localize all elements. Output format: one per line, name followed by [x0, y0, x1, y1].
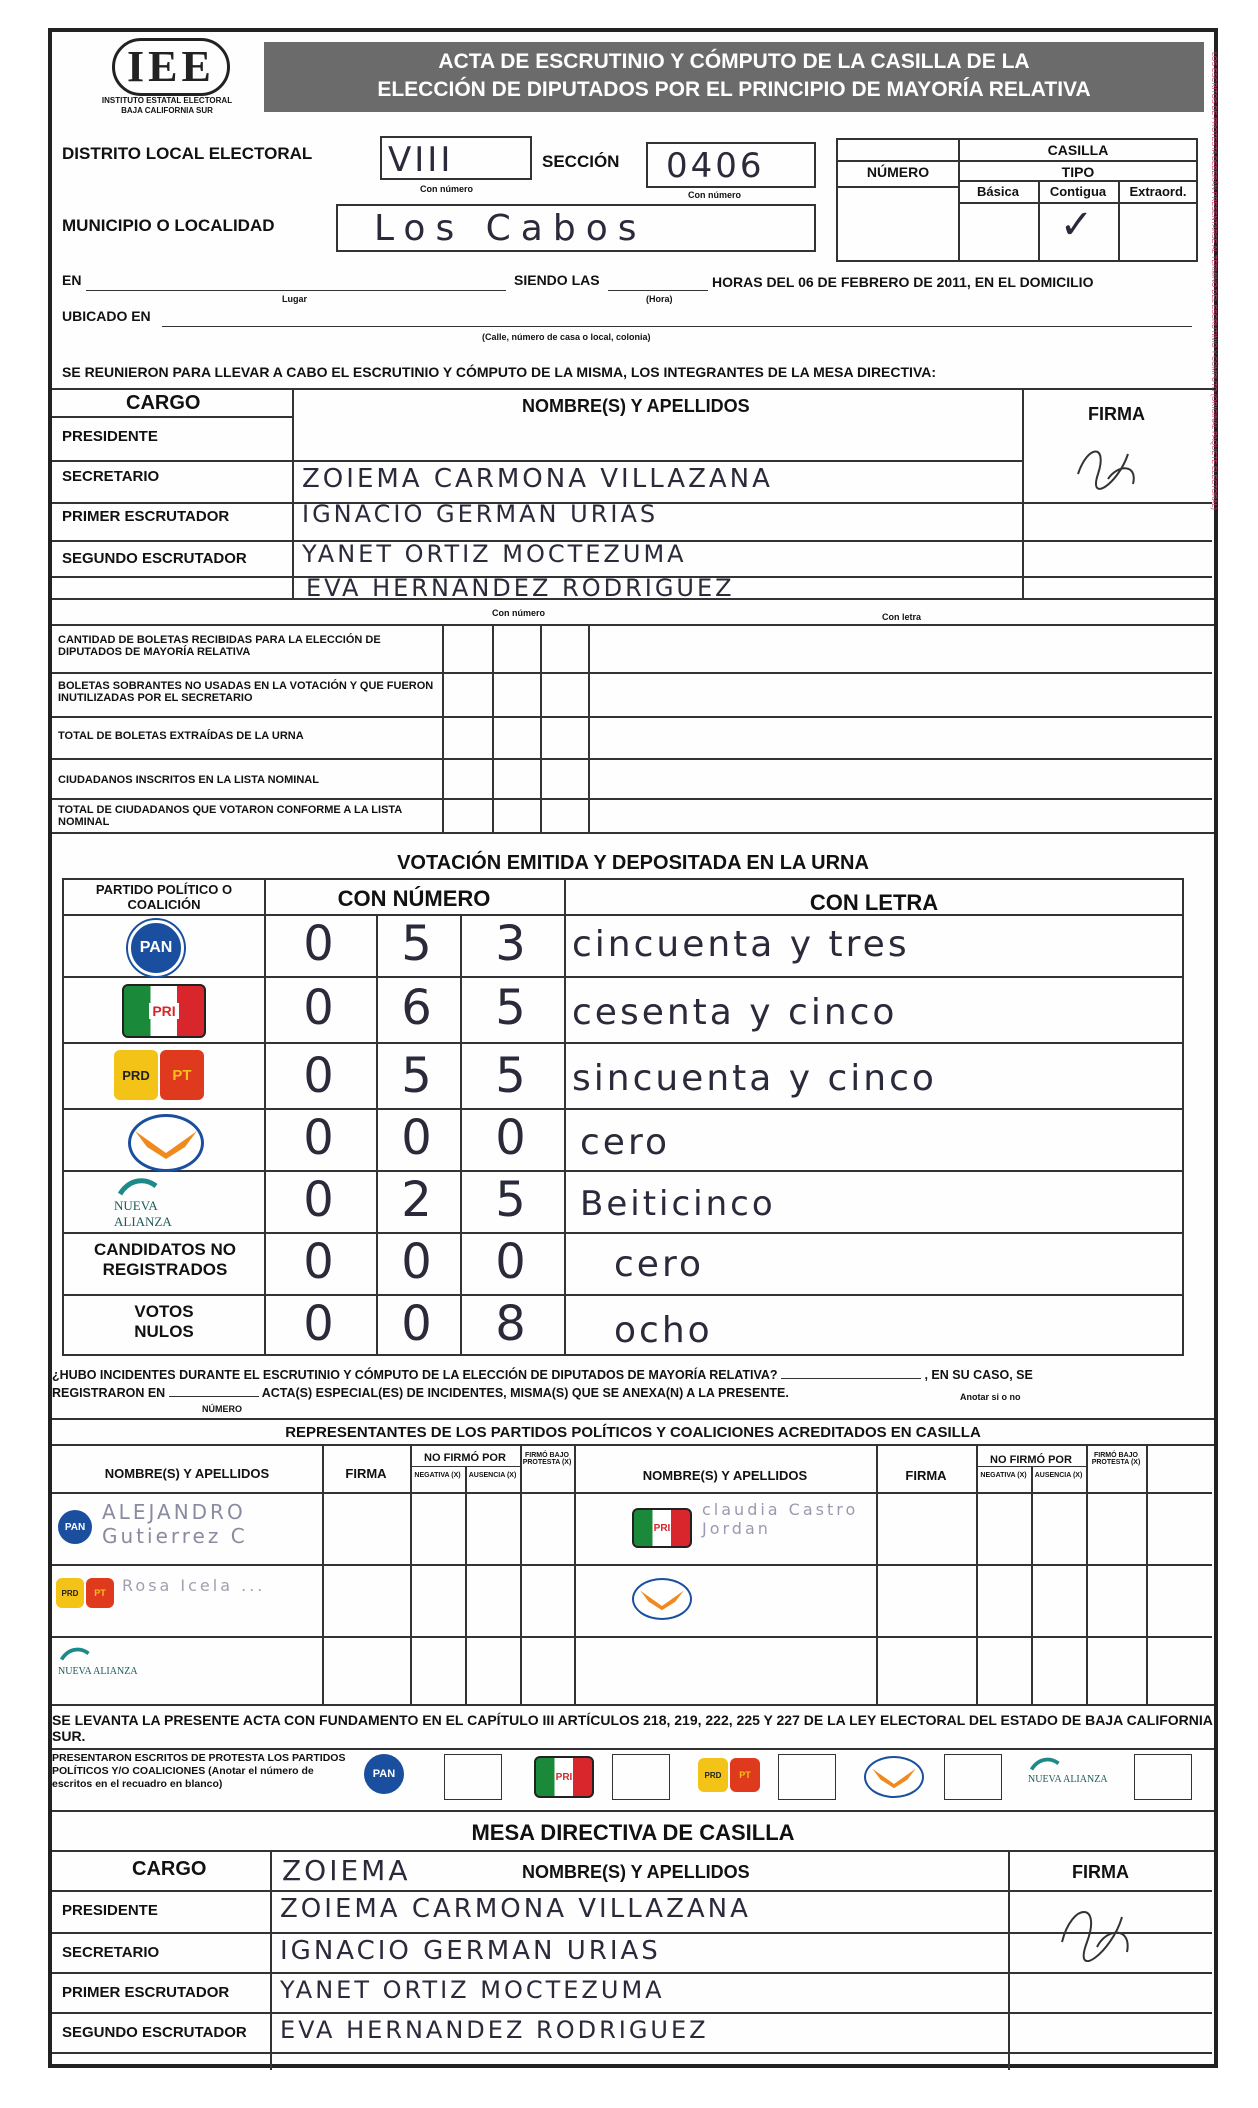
rep-nombre-header-left: NOMBRE(S) Y APELLIDOS	[104, 1466, 270, 1481]
boletas-row-4: TOTAL DE CIUDADANOS QUE VOTARON CONFORME A LA LISTA NOMINAL	[58, 804, 402, 828]
protesta-pan-logo-text: PAN	[372, 1768, 396, 1780]
vote-digit[interactable]: 3	[495, 916, 529, 972]
vote-digit[interactable]: 0	[303, 1172, 337, 1228]
boletas-row-3: CIUDADANOS INSCRITOS EN LA LISTA NOMINAL	[58, 774, 319, 786]
casilla-label: CASILLA	[1047, 142, 1109, 158]
vote-digit[interactable]: 0	[303, 980, 337, 1036]
vote-digit[interactable]: 0	[303, 1048, 337, 1104]
pan-logo-text: PAN	[139, 939, 173, 956]
siendo-label: SIENDO LAS	[514, 272, 600, 288]
rep-protesta-right: FIRMÓ BAJO PROTESTA (X)	[1091, 1452, 1141, 1466]
protesta-pri-logo-text: PRI	[555, 1771, 573, 1783]
vote-digit[interactable]: 0	[303, 1296, 337, 1352]
org-name-line1: INSTITUTO ESTATAL ELECTORAL	[101, 96, 233, 105]
protesta-prs-wing-icon	[870, 1763, 918, 1791]
rep-firma-header-left: FIRMA	[345, 1466, 387, 1481]
section-value: 0406	[666, 146, 765, 186]
vote-letra[interactable]: cero	[614, 1244, 704, 1285]
incidentes-line2	[52, 1386, 1214, 1400]
boletas-con-numero: Con número	[492, 608, 545, 618]
mesa-top-cargo-1: SECRETARIO	[62, 468, 160, 485]
section-caption: Con número	[688, 190, 741, 200]
vote-digit[interactable]: 0	[495, 1234, 529, 1290]
title-line1: ACTA DE ESCRUTINIO Y CÓMPUTO DE LA CASILLA DE LA	[438, 50, 1030, 73]
rep-nofirmo-header-right: NO FIRMÓ POR	[990, 1454, 1072, 1466]
protesta-pan-box[interactable]	[444, 1754, 502, 1800]
candidatos-no-registrados: CANDIDATOS NO REGISTRADOS	[94, 1240, 236, 1279]
rep-prd-logo	[56, 1578, 84, 1608]
vote-letra[interactable]: cero	[580, 1122, 670, 1163]
mesa-top-nombre-0[interactable]: ZOIEMA CARMONA VILLAZANA	[302, 464, 773, 494]
calle-caption: (Calle, número de casa o local, colonia)	[482, 332, 651, 342]
prd-logo	[114, 1050, 158, 1100]
rep-ausencia-left: AUSENCIA (X)	[468, 1472, 517, 1479]
boletas-table	[52, 624, 1214, 834]
vote-digit[interactable]: 2	[401, 1172, 435, 1228]
incidentes-acta: ACTA(S) ESPECIAL(ES) DE INCIDENTES, MISMA(S) QUE SE ANEXA(N) A LA PRESENTE.	[261, 1386, 789, 1400]
vote-digit[interactable]: 0	[303, 916, 337, 972]
mesa-top-firma-header: FIRMA	[1088, 404, 1145, 424]
col-letra: CON LETRA	[809, 890, 939, 915]
mesa-bottom-cargo-2: PRIMER ESCRUTADOR	[62, 1984, 230, 2001]
incidentes-registraron: REGISTRARON EN	[52, 1386, 166, 1400]
rep-pt-logo	[86, 1578, 114, 1608]
col-partido: PARTIDO POLÍTICO O COALICIÓN	[95, 882, 233, 912]
mesa-bottom-table	[52, 1850, 1214, 2068]
pan-logo	[128, 920, 184, 976]
rep-pan-logo-text: PAN	[64, 1521, 86, 1533]
title-line2: ELECCIÓN DE DIPUTADOS POR EL PRINCIPIO DE MAYORÍA RELATIVA	[377, 78, 1091, 101]
prs-logo	[128, 1114, 204, 1172]
mesa-bottom-title: MESA DIRECTIVA DE CASILLA	[471, 1820, 795, 1845]
iee-logo	[92, 38, 233, 115]
mesa-bottom-nombre-0[interactable]: ZOIEMA CARMONA VILLAZANA	[280, 1894, 751, 1924]
tipo-basica: Básica	[977, 184, 1019, 199]
vote-digit[interactable]: 0	[401, 1234, 435, 1290]
vote-digit[interactable]: 5	[401, 1048, 435, 1104]
vote-letra[interactable]: sincuenta y cinco	[572, 1058, 937, 1099]
title-bar	[264, 42, 1204, 112]
vote-digit[interactable]: 6	[401, 980, 435, 1036]
protesta-pt-logo-text: PT	[739, 1770, 751, 1780]
mesa-bottom-nombre-3[interactable]: EVA HERNANDEZ RODRIGUEZ	[280, 2016, 709, 2044]
org-name-line2: BAJA CALIFORNIA SUR	[121, 106, 213, 115]
rep-prs-logo	[632, 1578, 692, 1620]
district-field[interactable]	[380, 136, 532, 180]
votacion-table	[62, 878, 1184, 1356]
protesta-prd-logo-text: PRD	[704, 1770, 722, 1780]
rep-negativa-right: NEGATIVA (X)	[980, 1472, 1027, 1479]
protesta-prd-logo	[698, 1758, 728, 1792]
mesa-bottom-cargo-header: CARGO	[132, 1858, 207, 1880]
rep-pri-logo	[632, 1508, 692, 1548]
mesa-bottom-cargo-3: SEGUNDO ESCRUTADOR	[62, 2024, 247, 2041]
col-numero: CON NÚMERO	[337, 886, 491, 911]
hora-caption: (Hora)	[646, 294, 673, 304]
rep-prs-wing-icon	[638, 1585, 686, 1613]
rep-nofirmo-header-left: NO FIRMÓ POR	[424, 1452, 506, 1464]
rep-right-name-0[interactable]: claudia Castro Jordan	[702, 1500, 859, 1538]
rep-pri-logo-text: PRI	[653, 1522, 671, 1534]
mesa-top-table	[52, 388, 1214, 600]
vote-digit[interactable]: 5	[495, 1048, 529, 1104]
vote-digit[interactable]: 0	[401, 1296, 435, 1352]
mesa-top-nombre-header: NOMBRE(S) Y APELLIDOS	[522, 396, 750, 416]
prd-logo-text: PRD	[122, 1067, 150, 1083]
rep-nombre-header-right: NOMBRE(S) Y APELLIDOS	[642, 1468, 808, 1483]
boletas-row-2: TOTAL DE BOLETAS EXTRAÍDAS DE LA URNA	[58, 730, 304, 742]
vote-digit[interactable]: 0	[303, 1234, 337, 1290]
boletas-con-letra: Con letra	[882, 612, 922, 622]
protesta-na-text: NUEVA ALIANZA	[1028, 1774, 1108, 1785]
incidentes-line1-end: , EN SU CASO, SE	[924, 1368, 1033, 1382]
pri-logo	[122, 984, 206, 1038]
iee-logo-text: IEE	[112, 38, 230, 96]
votacion-title: VOTACIÓN EMITIDA Y DEPOSITADA EN LA URNA	[397, 852, 869, 874]
rep-left-name-0[interactable]: ALEJANDRO Gutierrez C	[102, 1500, 248, 1548]
district-value: VIII	[388, 140, 454, 180]
tipo-contigua-mark[interactable]: ✓	[1059, 202, 1097, 248]
incidentes-question: ¿HUBO INCIDENTES DURANTE EL ESCRUTINIO Y CÓMPUTO DE LA ELECCIÓN DE DIPUTADOS DE MAYORÍA RELATIVA?	[52, 1368, 778, 1382]
protesta-pri-box[interactable]	[612, 1754, 670, 1800]
representantes-title: REPRESENTANTES DE LOS PARTIDOS POLÍTICOS Y COALICIONES ACREDITADOS EN CASILLA	[285, 1424, 981, 1441]
en-label: EN	[62, 272, 82, 288]
vote-digit[interactable]: 5	[495, 980, 529, 1036]
vote-digit[interactable]: 0	[401, 1110, 435, 1166]
vote-digit[interactable]: 0	[495, 1110, 529, 1166]
side-text-content: LOS ESCRITOS DE PROTESTA DEBERÁN PRESENTARSE AL TÉRMINO DEL ESCRUTINIO Y CÓMPUTO (ORIGINAL PAQUETE ELECTORAL)	[1210, 52, 1217, 510]
vote-digit[interactable]: 8	[495, 1296, 529, 1352]
protesta-prs-box[interactable]	[944, 1754, 1002, 1800]
incidentes-line1	[52, 1368, 1214, 1382]
protesta-na-logo	[1028, 1756, 1108, 1796]
vote-digit[interactable]: 0	[303, 1110, 337, 1166]
rep-left-name-1[interactable]: Rosa Icela ...	[122, 1576, 266, 1595]
rep-na-swoosh-icon	[60, 1646, 90, 1664]
rep-protesta-left: FIRMÓ BAJO PROTESTA (X)	[522, 1452, 572, 1466]
mesa-top-nombre-3[interactable]: EVA HERNANDEZ RODRIGUEZ	[306, 574, 735, 602]
protesta-pt-logo	[730, 1758, 760, 1792]
mesa-bottom-nombre-header: NOMBRE(S) Y APELLIDOS	[522, 1862, 750, 1882]
municipality-value: Los Cabos	[374, 208, 647, 249]
mesa-intro: SE REUNIERON PARA LLEVAR A CABO EL ESCRUTINIO Y CÓMPUTO DE LA MISMA, LOS INTEGRANTES DE LA MESA DIRECTIVA:	[62, 364, 937, 380]
vote-letra[interactable]: cincuenta y tres	[572, 924, 910, 965]
protesta-prs-logo	[864, 1756, 924, 1798]
lugar-caption: Lugar	[282, 294, 308, 304]
mesa-top-cargo-2: PRIMER ESCRUTADOR	[62, 508, 230, 525]
signature-scribble	[1068, 434, 1148, 494]
protesta-pri-logo	[534, 1756, 594, 1798]
section-label: SECCIÓN	[542, 152, 620, 171]
votos-nulos: VOTOS NULOS	[134, 1302, 194, 1341]
fundamento-text: SE LEVANTA LA PRESENTE ACTA CON FUNDAMENTO EN EL CAPÍTULO III ARTÍCULOS 218, 219, 222, 225 Y 227 DE LA LEY ELECTORAL DEL ESTADO DE BAJA CALIFORNIA SUR.	[52, 1712, 1213, 1744]
rep-firma-header-right: FIRMA	[905, 1468, 947, 1483]
tipo-contigua: Contigua	[1049, 184, 1107, 199]
municipality-field[interactable]	[336, 204, 816, 252]
mesa-bottom-cargo-1: SECRETARIO	[62, 1944, 160, 1961]
rep-pt-logo-text: PT	[94, 1588, 106, 1598]
rep-negativa-left: NEGATIVA (X)	[414, 1472, 461, 1479]
tipo-label: TIPO	[1061, 164, 1095, 180]
mesa-top-cargo-header: CARGO	[126, 392, 201, 414]
vote-letra[interactable]: Beiticinco	[580, 1184, 776, 1224]
rep-na-text: NUEVA ALIANZA	[58, 1666, 138, 1677]
rep-na-logo	[58, 1646, 138, 1690]
rep-ausencia-right: AUSENCIA (X)	[1034, 1472, 1083, 1479]
rep-pan-logo	[58, 1510, 92, 1544]
boletas-row-0: CANTIDAD DE BOLETAS RECIBIDAS PARA LA ELECCIÓN DE DIPUTADOS DE MAYORÍA RELATIVA	[58, 634, 381, 658]
horas-text: HORAS DEL 06 DE FEBRERO DE 2011, EN EL DOMICILIO	[712, 274, 1094, 290]
nueva-alianza-logo	[114, 1176, 214, 1228]
mesa-top-nombre-2[interactable]: YANET ORTIZ MOCTEZUMA	[302, 540, 687, 568]
protesta-na-box[interactable]	[1134, 1754, 1192, 1800]
protesta-na-swoosh-icon	[1030, 1756, 1060, 1774]
acta-sheet	[48, 28, 1218, 2068]
mesa-bottom-firma-header: FIRMA	[1072, 1862, 1129, 1882]
tipo-extraord: Extraord.	[1129, 184, 1187, 199]
nueva-alianza-text: NUEVA ALIANZA	[114, 1198, 172, 1229]
district-caption: Con número	[420, 184, 473, 194]
municipality-label: MUNICIPIO O LOCALIDAD	[62, 216, 275, 235]
mesa-top-cargo-0: PRESIDENTE	[62, 428, 158, 445]
representantes-table	[52, 1444, 1214, 1706]
vote-letra[interactable]: ocho	[614, 1310, 713, 1351]
incidentes-anotar-caption: Anotar si o no	[960, 1392, 1021, 1402]
pt-logo-text: PT	[172, 1066, 192, 1084]
numero-label: NÚMERO	[866, 164, 930, 180]
protesta-pan-logo	[364, 1754, 404, 1794]
protesta-text: PRESENTARON ESCRITOS DE PROTESTA LOS PARTIDOS POLÍTICOS Y/O COALICIONES (Anotar el número de escritos en el recuadro en blanco)	[52, 1752, 346, 1790]
vote-digit[interactable]: 5	[495, 1172, 529, 1228]
section-field[interactable]	[646, 142, 816, 188]
pt-logo	[160, 1050, 204, 1100]
protesta-prd-pt-box[interactable]	[778, 1754, 836, 1800]
mesa-bottom-nombre-1[interactable]: IGNACIO GERMAN URIAS	[280, 1936, 661, 1966]
ubicado-label: UBICADO EN	[62, 308, 151, 324]
signature-scribble	[1052, 1892, 1142, 1962]
nueva-alianza-swoosh-icon	[118, 1176, 158, 1200]
mesa-bottom-nombre-2[interactable]: YANET ORTIZ MOCTEZUMA	[280, 1976, 665, 2004]
prs-wing-icon	[133, 1123, 199, 1163]
mesa-bottom-scribble: ZOIEMA	[282, 1854, 411, 1887]
district-label: DISTRITO LOCAL ELECTORAL	[62, 144, 313, 163]
boletas-row-1: BOLETAS SOBRANTES NO USADAS EN LA VOTACIÓN Y QUE FUERON INUTILIZADAS POR EL SECRETARIO	[58, 680, 434, 704]
vote-letra[interactable]: cesenta y cinco	[572, 992, 898, 1033]
mesa-top-cargo-3: SEGUNDO ESCRUTADOR	[62, 550, 247, 567]
incidentes-numero-caption: NÚMERO	[202, 1404, 242, 1414]
casilla-box	[836, 138, 1198, 262]
mesa-top-nombre-1[interactable]: IGNACIO GERMAN URIAS	[302, 500, 659, 528]
pri-logo-text: PRI	[149, 1003, 178, 1019]
mesa-bottom-cargo-0: PRESIDENTE	[62, 1902, 158, 1919]
vote-digit[interactable]: 5	[401, 916, 435, 972]
rep-prd-logo-text: PRD	[61, 1588, 79, 1598]
